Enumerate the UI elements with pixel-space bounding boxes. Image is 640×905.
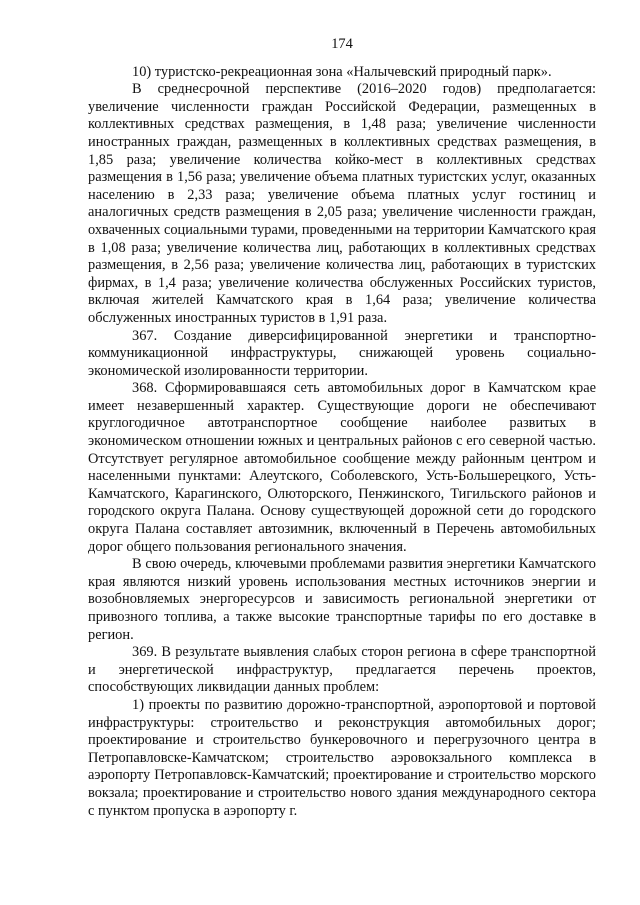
paragraph-367: 367. Создание диверсифицированной энергетики и транспортно-коммуникационной инфраструктуры, снижающей уровень социально-экономической изолированности территории.	[88, 327, 596, 379]
paragraph-energy-problems: В свою очередь, ключевыми проблемами развития энергетики Камчатского края являются низкий уровень использования местных источников энергии и возобновляемых энергоресурсов и зависимость региональной энергетики от привозного топлива, а также высокие транспортные тарифы по его доставке в регион.	[88, 556, 596, 643]
paragraph-medium-term-outlook: В среднесрочной перспективе (2016–2020 годов) предполагается: увеличение численности граждан Российской Федерации, размещенных в коллективных средствах размещения, в 1,48 раза; увеличение численности иностранных граждан, размещенных в коллективных средствах размещения, в 1,85 раза; увеличение количества койко-мест в коллективных средствах размещения в 1,56 раза; увеличение объема платных туристских услуг, оказанных населению в 2,33 раза; увеличение объема платных услуг гостиниц и аналогичных средств размещения в 2,05 раза; увеличение численности граждан, охваченных социальными турами, проведенными на территории Камчатского края в 1,08 раза; увеличение количества лиц, работающих в коллективных средствах размещения, в 2,56 раза; увеличение количества лиц, работающих в туристских фирмах, в 1,4 раза; увеличение количества обслуженных Российских туристов, включая жителей Камчатского края в 1,64 раза; увеличение количества обслуженных иностранных туристов в 1,91 раза.	[88, 81, 596, 326]
page-number: 174	[331, 36, 353, 52]
paragraph-369: 369. В результате выявления слабых сторон региона в сфере транспортной и энергетической инфраструктур, предлагается перечень проектов, способствующих ликвидации данных проблем:	[88, 644, 596, 696]
paragraph-368: 368. Сформировавшаяся сеть автомобильных дорог в Камчатском крае имеет незавершенный характер. Существующие дороги не обеспечивают круглогодичное автотранспортное сообщение наиболее развитых в экономическом отношении южных и центральных районов с его северной частью. Отсутствует регулярное автомобильное сообщение между районным центром и населенными пунктами: Алеутского, Соболевского, Усть-Большерецкого, Усть-Камчатского, Карагинского, Олюторского, Пенжинского, Тигильского районов и городского округа Палана. Основу существующей дорожной сети до городского округа Палана составляет автозимник, включенный в Перечень автомобильных дорог общего пользования регионального значения.	[88, 380, 596, 555]
paragraph-item-10: 10) туристско-рекреационная зона «Налычевский природный парк».	[132, 63, 552, 80]
paragraph-projects-list-1: 1) проекты по развитию дорожно-транспортной, аэропортовой и портовой инфраструктуры: строительство и реконструкция автомобильных дорог; проектирование и строительство бункеровочного и перегрузочного центра в Петропавловске-Камчатском; строительство аэровокзального комплекса в аэропорту Петропавловск-Камчатский; проектирование и строительство морского вокзала; проектирование и строительство нового здания международного сектора с пунктом пропуска в аэропорту г.	[88, 696, 596, 819]
document-page	[88, 36, 596, 820]
